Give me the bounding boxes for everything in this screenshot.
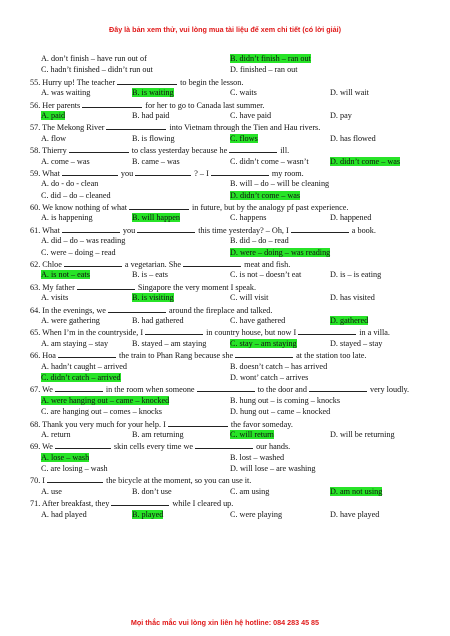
answer-option: D. happened — [330, 213, 372, 223]
correct-answer-option: B. is waiting — [132, 88, 174, 98]
answer-option: C. have gathered — [230, 315, 286, 325]
answer-option: B. hung out – is coming – knocks — [230, 395, 341, 405]
answer-option: C. happens — [230, 213, 267, 223]
answer-option: B. is – eats — [132, 270, 168, 280]
option-cell — [30, 338, 130, 349]
answer-option: A. was waiting — [41, 88, 91, 98]
question-text: 68. Thank you very much for your help. I — [30, 419, 168, 429]
options-row — [30, 406, 430, 417]
option-cell — [230, 338, 330, 349]
answer-blank — [211, 167, 269, 176]
answer-blank — [298, 326, 356, 335]
answer-blank — [129, 201, 189, 210]
option-cell — [130, 509, 230, 520]
question-text: 69. We — [30, 442, 55, 452]
option-cell — [330, 212, 430, 223]
answer-blank — [145, 326, 203, 335]
answer-option: C. were playing — [230, 509, 283, 519]
question-text: the favor someday. — [230, 419, 293, 429]
question-text: very loudly. — [370, 385, 410, 395]
option-cell — [30, 361, 230, 372]
question-text: you — [122, 225, 138, 235]
answer-blank — [168, 418, 228, 427]
answer-option: D. wont’ catch – arrives — [230, 372, 309, 382]
answer-option: A. had played — [41, 509, 87, 519]
correct-answer-option: A. paid — [41, 110, 66, 120]
answer-blank — [62, 224, 120, 233]
option-cell — [30, 509, 130, 520]
question-text: in the room when someone — [105, 385, 197, 395]
option-cell — [30, 406, 230, 417]
answer-option: B. am returning — [132, 429, 184, 439]
options-row — [30, 247, 430, 258]
question-text: to the door and — [257, 385, 310, 395]
correct-answer-option: D. am not using — [330, 486, 383, 496]
question-text: to begin the lesson. — [180, 77, 244, 87]
question-line — [30, 224, 430, 235]
options-row — [30, 395, 430, 406]
option-cell — [230, 235, 430, 246]
option-cell — [30, 486, 130, 497]
option-cell — [30, 315, 130, 326]
options-row — [30, 452, 430, 463]
question-line — [30, 281, 430, 292]
option-cell — [330, 87, 430, 98]
answer-option: B. lost – washed — [230, 452, 285, 462]
options-row — [30, 429, 430, 440]
correct-answer-option: B. will happen — [132, 213, 180, 223]
question-text: for her to go to Canada last summer. — [145, 100, 265, 110]
answer-option: D. will lose – are washing — [230, 464, 316, 474]
correct-answer-option: C. flows — [230, 133, 258, 143]
options-row — [30, 486, 430, 497]
answer-option: C. is not – doesn’t eat — [230, 270, 302, 280]
question-text: 60. We know nothing of what — [30, 203, 130, 213]
question-text: ? – I — [194, 168, 211, 178]
option-cell — [130, 156, 230, 167]
answer-option: A. were gathering — [41, 315, 100, 325]
answer-option: D. hung out – came – knocked — [230, 407, 331, 417]
answer-blank — [309, 383, 367, 392]
correct-answer-option: D. were – doing – was reading — [230, 247, 331, 257]
option-cell — [130, 429, 230, 440]
correct-answer-option: B. is visiting — [132, 293, 174, 303]
correct-answer-option: C. stay – am staying — [230, 338, 297, 348]
options-row — [30, 463, 430, 474]
option-cell — [30, 87, 130, 98]
question-line — [30, 383, 430, 394]
option-cell — [130, 110, 230, 121]
answer-blank — [291, 224, 349, 233]
answer-option: B. will – do – will be cleaning — [230, 179, 330, 189]
question-text: 67. We — [30, 385, 55, 395]
option-cell — [30, 372, 230, 383]
answer-blank — [117, 76, 177, 85]
option-cell — [330, 315, 430, 326]
option-cell — [30, 429, 130, 440]
preview-notice: Đây là bản xem thử, vui lòng mua tài liệu để xem chi tiết (có lời giải) — [109, 25, 341, 34]
question-line — [30, 76, 430, 87]
answer-option: A. am staying – stay — [41, 338, 109, 348]
option-cell — [130, 269, 230, 280]
answer-blank — [55, 440, 111, 449]
correct-answer-option: D. didn’t come – was — [230, 190, 301, 200]
options-row — [30, 372, 430, 383]
options-row — [30, 87, 430, 98]
answer-blank — [111, 497, 169, 506]
option-cell — [230, 486, 330, 497]
question-text: in country house, but now I — [206, 328, 299, 338]
option-cell — [30, 269, 130, 280]
question-text: a book. — [351, 225, 376, 235]
correct-answer-option: A. were hanging out – came – knocked — [41, 395, 170, 405]
question-text: to class yesterday because he — [131, 146, 230, 156]
question-text: 66. Hoa — [30, 351, 58, 361]
question-line — [30, 326, 430, 337]
answer-blank — [235, 349, 293, 358]
options-row — [30, 338, 430, 349]
options-row — [30, 110, 430, 121]
option-cell — [30, 235, 230, 246]
answer-blank — [69, 144, 129, 153]
option-cell — [230, 406, 430, 417]
answer-option: C. have paid — [230, 110, 272, 120]
correct-answer-option: B. didn’t finish – ran out — [230, 54, 311, 63]
option-cell — [230, 509, 330, 520]
question-line — [30, 167, 430, 178]
answer-blank — [55, 383, 103, 392]
answer-option: D. has visited — [330, 293, 375, 303]
answer-option: D. pay — [330, 110, 352, 120]
answer-blank — [82, 99, 142, 108]
question-text: at the station too late. — [296, 351, 367, 361]
answer-option: C. did – do – cleaned — [41, 190, 111, 200]
answer-blank — [108, 304, 166, 313]
option-cell — [30, 110, 130, 121]
option-cell — [130, 486, 230, 497]
question-text: you — [120, 168, 136, 178]
answer-option: C. didn’t come – wasn’t — [230, 156, 309, 166]
answer-option: A. do - do - clean — [41, 179, 99, 189]
answer-option: D. is – is eating — [330, 270, 382, 280]
answer-option: A. visits — [41, 293, 69, 303]
question-line — [30, 440, 430, 451]
question-text: the train to Phan Rang because she — [118, 351, 236, 361]
option-cell — [230, 53, 430, 64]
option-cell — [230, 292, 330, 303]
answer-option: B. don’t use — [132, 486, 172, 496]
option-cell — [30, 156, 130, 167]
question-text: ill. — [280, 146, 290, 156]
question-line — [30, 418, 430, 429]
answer-option: B. doesn’t catch – has arrived — [230, 361, 328, 371]
question-line — [30, 121, 430, 132]
question-text: this time yesterday? – Oh, I — [198, 225, 291, 235]
question-text: 70. I — [30, 476, 48, 486]
answer-option: A. don’t finish – have run out of — [41, 54, 147, 63]
option-cell — [230, 87, 330, 98]
answer-option: C. am using — [230, 486, 270, 496]
option-cell — [30, 463, 230, 474]
answer-blank — [183, 258, 241, 267]
option-cell — [30, 133, 130, 144]
options-row — [30, 292, 430, 303]
option-cell — [30, 212, 130, 223]
options-row — [30, 133, 430, 144]
answer-option: A. use — [41, 486, 62, 496]
answer-blank — [47, 474, 103, 483]
answer-option: D. will be returning — [330, 429, 395, 439]
answer-blank — [135, 167, 191, 176]
question-text: 71. After breakfast, they — [30, 499, 112, 509]
option-cell — [330, 486, 430, 497]
option-cell — [330, 292, 430, 303]
option-cell — [130, 133, 230, 144]
question-text: 63. My father — [30, 282, 77, 292]
question-text: 56. Her parents — [30, 100, 83, 110]
answer-option: C. are hanging out – comes – knocks — [41, 407, 162, 417]
option-cell — [130, 212, 230, 223]
answer-blank — [137, 224, 195, 233]
question-text: my room. — [271, 168, 304, 178]
options-row — [30, 269, 430, 280]
option-cell — [330, 110, 430, 121]
option-cell — [230, 64, 430, 75]
options-row — [30, 53, 430, 64]
question-text: 58. Thierry — [30, 146, 69, 156]
option-cell — [230, 156, 330, 167]
options-row — [30, 235, 430, 246]
option-cell — [330, 429, 430, 440]
answer-option: D. stayed – stay — [330, 338, 383, 348]
question-text: 62. Chloe — [30, 260, 64, 270]
option-cell — [330, 156, 430, 167]
question-line — [30, 349, 430, 360]
answer-option: B. came – was — [132, 156, 180, 166]
answer-option: B. had gathered — [132, 315, 184, 325]
answer-option: D. has flowed — [330, 133, 376, 143]
answer-option: A. is happening — [41, 213, 93, 223]
option-cell — [130, 292, 230, 303]
option-cell — [130, 87, 230, 98]
question-text: 64. In the evenings, we — [30, 305, 108, 315]
answer-option: A. hadn’t caught – arrived — [41, 361, 128, 371]
answer-option: C. were – doing – read — [41, 247, 116, 257]
question-line — [30, 144, 430, 155]
option-cell — [30, 395, 230, 406]
question-text: 57. The Mekong River — [30, 123, 107, 133]
correct-answer-option: B. played — [132, 509, 164, 519]
question-text: while I cleared up. — [172, 499, 234, 509]
option-cell — [30, 53, 230, 64]
question-text: into Vietnam through the Tien and Hau rivers. — [169, 123, 321, 133]
question-text: 55. Hurry up! The teacher — [30, 77, 118, 87]
correct-answer-option: A. lose – wash — [41, 452, 90, 462]
hotline-notice: Mọi thắc mắc vui lòng xin liên hệ hotline: 084 283 45 85 — [130, 618, 320, 627]
options-row — [30, 64, 430, 75]
answer-option: A. flow — [41, 133, 67, 143]
option-cell — [30, 452, 230, 463]
option-cell — [330, 269, 430, 280]
question-line — [30, 99, 430, 110]
option-cell — [130, 338, 230, 349]
question-text: our hands. — [256, 442, 291, 452]
question-line — [30, 201, 430, 212]
option-cell — [30, 64, 230, 75]
question-line — [30, 304, 430, 315]
option-cell — [230, 372, 430, 383]
answer-option: B. is flowing — [132, 133, 175, 143]
question-text: Singapore the very moment I speak. — [137, 282, 257, 292]
answer-option: D. have played — [330, 509, 380, 519]
answer-option: C. will visit — [230, 293, 269, 303]
option-cell — [130, 315, 230, 326]
answer-option: B. had paid — [132, 110, 170, 120]
correct-answer-option: C. will return — [230, 429, 274, 439]
options-row — [30, 509, 430, 520]
question-text: in future, but by the analogy pf past experience. — [192, 203, 349, 213]
option-cell — [30, 190, 230, 201]
question-text: 65. When I’m in the countryside, I — [30, 328, 146, 338]
option-cell — [230, 361, 430, 372]
answer-option: D. finished – ran out — [230, 65, 298, 75]
exercise-list — [30, 53, 430, 520]
question-text: the bicycle at the moment, so you can use it. — [106, 476, 252, 486]
answer-option: B. did – do – read — [230, 236, 289, 246]
answer-blank — [229, 144, 277, 153]
question-line — [30, 474, 430, 485]
question-text: in a villa. — [359, 328, 390, 338]
option-cell — [230, 315, 330, 326]
answer-blank — [195, 440, 253, 449]
options-row — [30, 156, 430, 167]
correct-answer-option: D. gathered — [330, 315, 369, 325]
option-cell — [230, 212, 330, 223]
option-cell — [330, 133, 430, 144]
options-row — [30, 361, 430, 372]
answer-option: A. did – do – was reading — [41, 236, 126, 246]
correct-answer-option: A. is not – eats — [41, 270, 90, 280]
option-cell — [230, 110, 330, 121]
option-cell — [230, 452, 430, 463]
option-cell — [230, 178, 430, 189]
answer-option: C. hadn’t finished – didn’t run out — [41, 65, 153, 75]
option-cell — [30, 247, 230, 258]
answer-option: C. are losing – wash — [41, 464, 108, 474]
option-cell — [230, 190, 430, 201]
answer-blank — [64, 258, 122, 267]
options-row — [30, 315, 430, 326]
question-text: skin cells every time we — [113, 442, 196, 452]
options-row — [30, 178, 430, 189]
answer-option: A. come – was — [41, 156, 90, 166]
option-cell — [230, 247, 430, 258]
option-cell — [330, 338, 430, 349]
answer-option: D. will wait — [330, 88, 369, 98]
question-line — [30, 497, 430, 508]
option-cell — [230, 133, 330, 144]
correct-answer-option: C. didn’t catch – arrived — [41, 372, 121, 382]
answer-blank — [77, 281, 135, 290]
question-text: around the fireplace and talked. — [169, 305, 273, 315]
option-cell — [30, 178, 230, 189]
answer-option: A. return — [41, 429, 71, 439]
question-text: 59. What — [30, 168, 62, 178]
option-cell — [230, 463, 430, 474]
question-line — [30, 258, 430, 269]
option-cell — [230, 395, 430, 406]
correct-answer-option: D. didn’t come – was — [330, 156, 401, 166]
option-cell — [230, 269, 330, 280]
option-cell — [330, 509, 430, 520]
question-text: meat and fish. — [244, 260, 291, 270]
answer-blank — [197, 383, 255, 392]
answer-option: C. waits — [230, 88, 257, 98]
answer-option: B. stayed – am staying — [132, 338, 207, 348]
options-row — [30, 212, 430, 223]
question-text: 61. What — [30, 225, 62, 235]
answer-blank — [106, 121, 166, 130]
option-cell — [30, 292, 130, 303]
answer-blank — [58, 349, 116, 358]
option-cell — [230, 429, 330, 440]
options-row — [30, 190, 430, 201]
question-text: a vegetarian. She — [124, 260, 184, 270]
answer-blank — [62, 167, 118, 176]
